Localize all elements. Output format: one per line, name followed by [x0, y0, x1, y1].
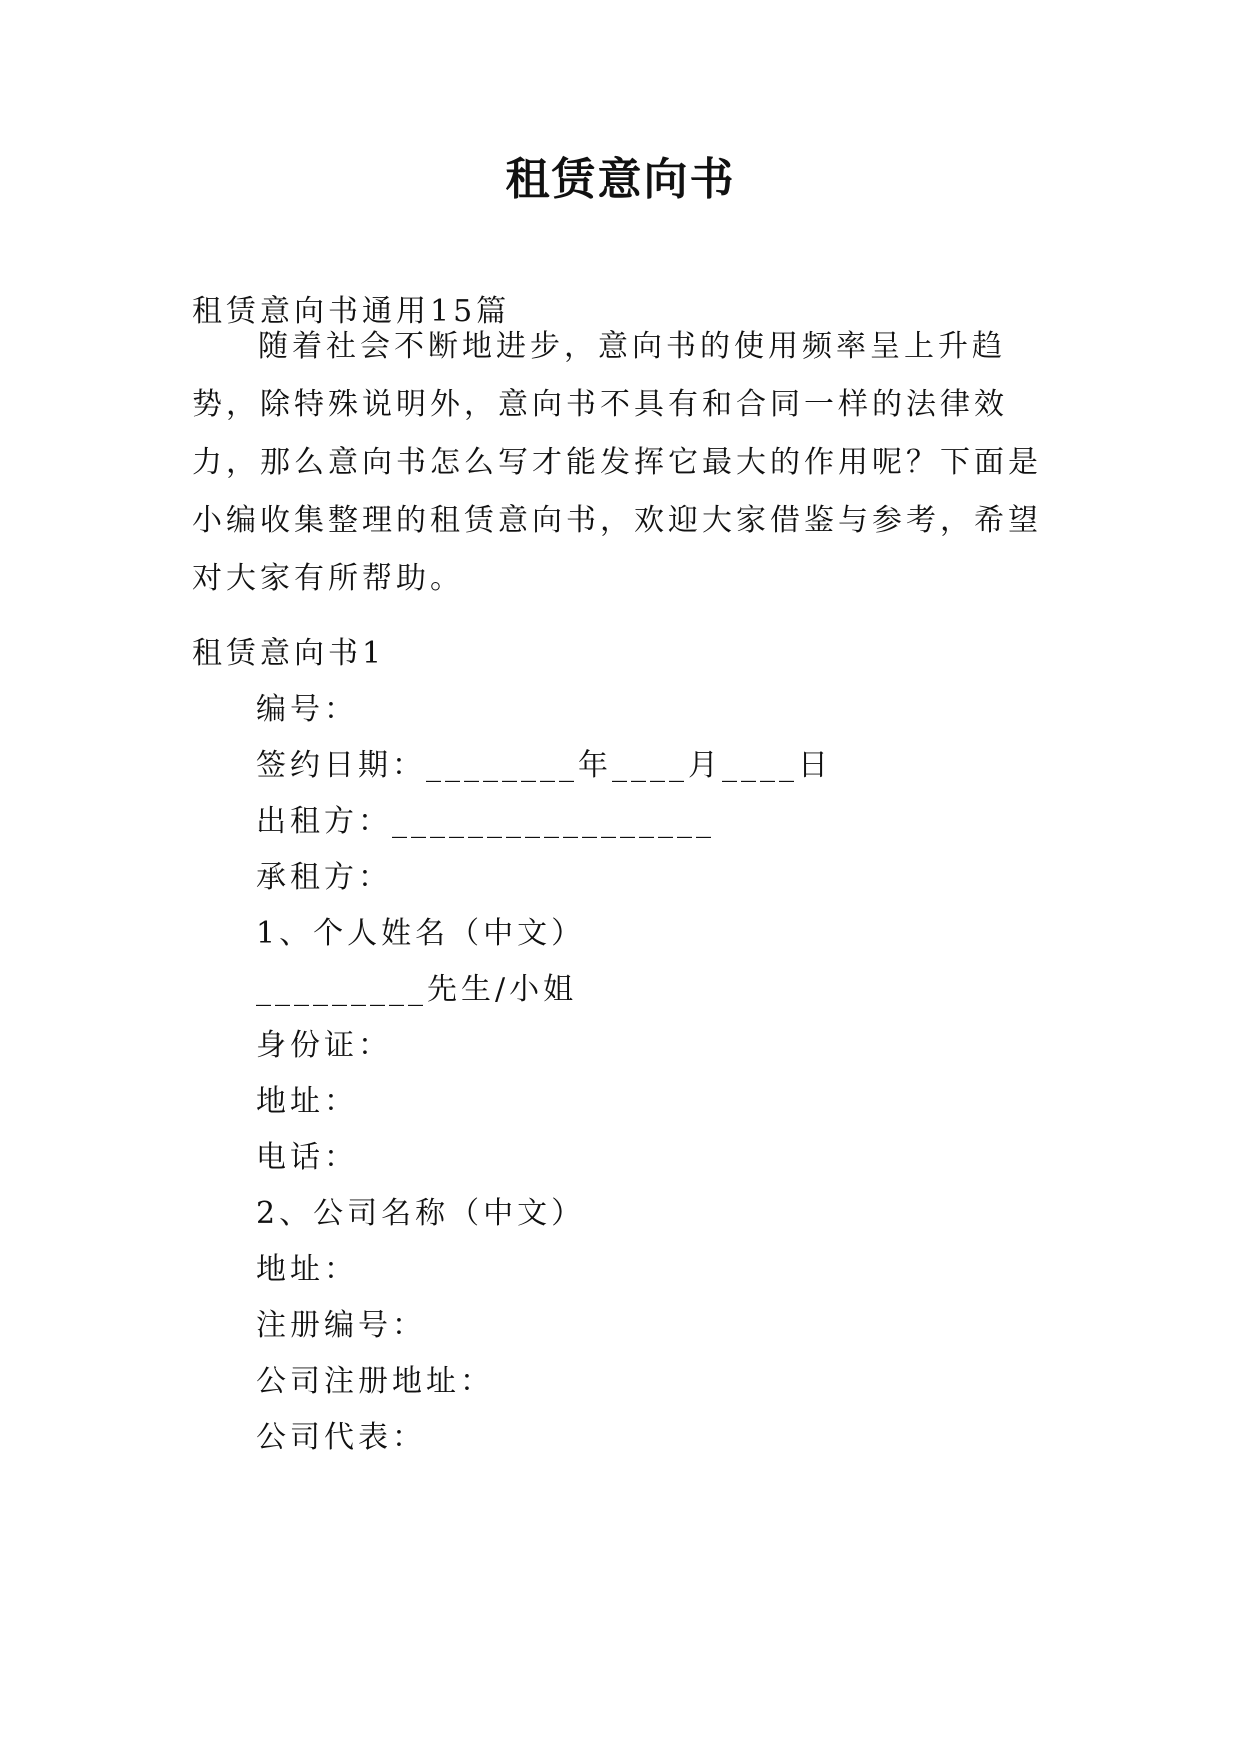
field-lessor: 出租方：_________________ [256, 804, 715, 839]
field-id-card: 身份证： [256, 1028, 392, 1063]
document-subtitle: 租赁意向书通用15篇 [192, 294, 511, 329]
field-registered-address: 公司注册地址： [256, 1364, 494, 1399]
field-title-blank: _________先生/小姐 [256, 972, 578, 1007]
intro-paragraph: 随着社会不断地进步，意向书的使用频率呈上升趋势，除特殊说明外，意向书不具有和合同一样的法律效力，那么意向书怎么写才能发挥它最大的作用呢？下面是小编收集整理的租赁意向书，欢迎大家借鉴与参考，希望对大家有所帮助。 [192, 329, 1042, 596]
section-heading: 租赁意向书1 [192, 636, 386, 671]
field-sign-date: 签约日期：________年____月____日 [256, 748, 832, 783]
field-company-name: 2、公司名称（中文） [256, 1196, 586, 1231]
field-phone: 电话： [256, 1140, 358, 1175]
field-company-address: 地址： [256, 1252, 358, 1287]
field-number: 编号： [256, 692, 358, 727]
field-registration-number: 注册编号： [256, 1308, 426, 1343]
field-personal-name: 1、个人姓名（中文） [256, 916, 586, 951]
field-company-representative: 公司代表： [256, 1420, 426, 1455]
field-lessee: 承租方： [256, 860, 392, 895]
field-address: 地址： [256, 1084, 358, 1119]
document-title: 租赁意向书 [505, 154, 736, 205]
